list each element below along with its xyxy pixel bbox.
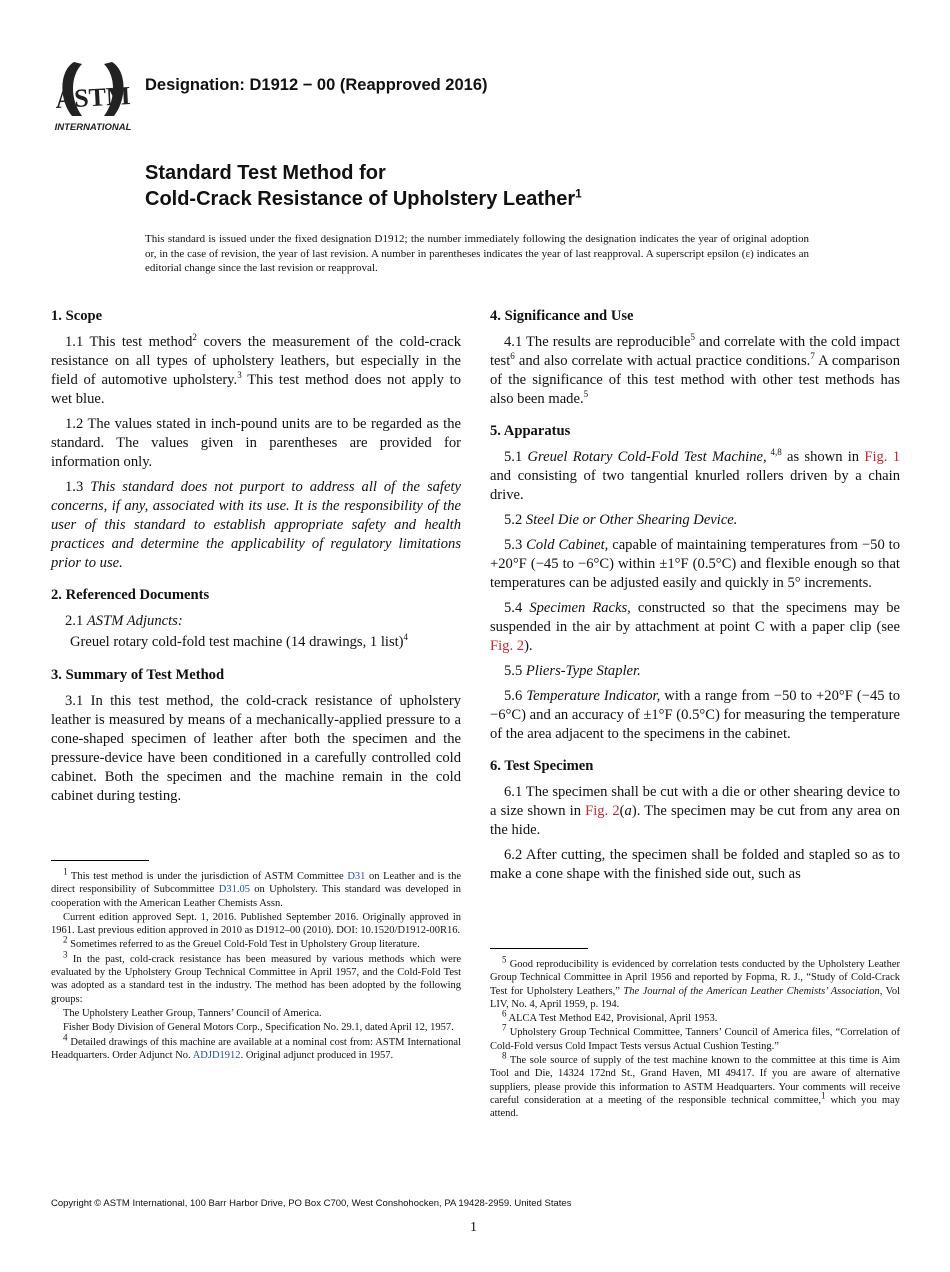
footnote-1-edition: Current edition approved Sept. 1, 2016. Published September 2016. Originally approved in 1961. Last previous edition approved in 2010 as D1912–00 (2010). DOI: 10.1520/D1912-00R16. xyxy=(51,911,461,937)
section-heading: 1. Scope xyxy=(51,308,103,324)
footnote-6: $^6$ ALCA Test Method E42, Provisional, April 1953. xyxy=(502,1008,718,1025)
title-footnote-ref[interactable]: 1 xyxy=(575,186,582,201)
left-column xyxy=(51,307,461,819)
section-heading: 5. Apparatus xyxy=(490,423,571,439)
paragraph-5-1: 5.1 Greuel Rotary Cold-Fold Test Machine, $^{4,8}$ as shown in Fig. 1 and consisting of two tangential knurled rollers driven by a chain drive. xyxy=(490,447,900,503)
footnote-3-group-2: Fisher Body Division of General Motors Corp., Specification No. 29.1, dated April 12, 1957. xyxy=(63,1022,454,1034)
section-referenced-documents xyxy=(51,586,461,652)
paragraph-5-5: 5.5 Pliers-Type Stapler. xyxy=(504,663,641,679)
paragraph-4-1: 4.1 The results are reproducible$^5$ and correlate with the cold impact test$^6$ and also correlate with actual practice conditions.$^7$ A comparison of the significance of this test method with other test methods has also been made.$^5$ xyxy=(490,332,900,407)
title-line-2: Cold-Crack Resistance of Upholstery Leather$^1$ xyxy=(145,186,582,210)
paragraph-2-1-item: Greuel rotary cold-fold test machine (14 drawings, 1 list)$^4$ xyxy=(70,632,409,650)
paragraph-5-6: 5.6 Temperature Indicator, with a range from −50 to +20°F (−45 to −6°C) and an accuracy of ±1°F (0.5°C) for measuring the temperature of the area adjacent to the specimens in the cabinet. xyxy=(490,688,900,742)
section-scope xyxy=(51,307,461,573)
footnote-ref[interactable]: 5 xyxy=(583,389,589,400)
paragraph-5-4: 5.4 Specimen Racks, constructed so that the specimens may be suspended in the air by attachment at point C with a paper clip (see Fig. 2). xyxy=(490,600,901,654)
section-heading: 2. Referenced Documents xyxy=(51,587,210,603)
footnote-ref[interactable]: 4,8 xyxy=(766,447,782,458)
footnote-ref[interactable]: 6 xyxy=(510,351,515,362)
section-significance xyxy=(490,307,900,409)
d31-link[interactable]: D31 xyxy=(347,871,366,882)
paragraph-5-2: 5.2 Steel Die or Other Shearing Device. xyxy=(504,512,738,528)
document-title xyxy=(145,160,582,212)
paragraph-2-1: 2.1 ASTM Adjuncts: xyxy=(65,613,183,629)
designation: Designation: D1912 − 00 (Reapproved 2016) xyxy=(145,76,488,94)
footnote-3-group-1: The Upholstery Leather Group, Tanners’ Council of America. xyxy=(63,1007,322,1019)
section-heading: 3. Summary of Test Method xyxy=(51,667,225,683)
section-apparatus xyxy=(490,422,900,744)
footnote-7: $^7$ Upholstery Group Technical Committee, Tanners’ Council of America files, “Correlation of Cold-Fold versus Cold Impact Tests versus Actual Cushion Testing.” xyxy=(490,1022,900,1052)
title-line-1: Standard Test Method for xyxy=(145,162,386,184)
footnote-ref[interactable]: 7 xyxy=(810,351,815,362)
paragraph-6-2: 6.2 After cutting, the specimen shall be folded and stapled so as to make a cone shape with the finished side out, such as xyxy=(490,847,900,882)
astm-logo-icon xyxy=(52,58,134,134)
footnote-1: $^1$ This test method is under the jurisdiction of ASTM Committee D31 on Leather and is the direct responsibility of Subcommittee D31.05 on Upholstery. This standard was developed in cooperation with the American Leather Chemists Assn. xyxy=(51,866,461,909)
paragraph-6-1: 6.1 The specimen shall be cut with a die or other shearing device to a size shown in Fig. 2(a). The specimen may be cut from any area on the hide. xyxy=(490,784,901,838)
footnote-2: $^2$ Sometimes referred to as the Greuel Cold-Fold Test in Upholstery Group literature. xyxy=(63,934,420,951)
footnote-8: $^8$ The sole source of supply of the test machine known to the committee at this time is Aim Tool and Die, 14324 172nd St., Grand Haven, MI 49417. If you are aware of alternative suppliers, please provide this information to ASTM Headquarters. Your comments will receive careful consideration at a meeting of the responsible technical committee,$^1$ which you may attend. xyxy=(490,1050,900,1120)
paragraph-1-2: 1.2 The values stated in inch-pound units are to be regarded as the standard. The values given in parentheses are provided for information only. xyxy=(51,416,461,470)
section-summary xyxy=(51,666,461,806)
paragraph-3-1: 3.1 In this test method, the cold-crack resistance of upholstery leather is measured by means of a mechanically-applied pressure to a cone-shaped specimen of leather after both the specimen and the pressure-device have been conditioned in a carefully controlled cold cabinet. Both the specimen and the machine remain in the cold cabinet during testing. xyxy=(51,693,461,804)
preamble: This standard is issued under the fixed designation D1912; the number immediately following the designation indicates the year of original adoption or, in the case of revision, the year of last revision. A number in parentheses indicates the year of last reapproval. A superscript epsilon (ε) indicates an editorial change since the last revision or reapproval. xyxy=(145,233,809,274)
fig-2-link[interactable]: Fig. 2 xyxy=(490,638,525,654)
footnote-rule xyxy=(490,948,588,949)
footnote-4: $^4$ Detailed drawings of this machine are available at a nominal cost from: ASTM International Headquarters. Order Adjunct No. ADJD1912. Original adjunct produced in 1957. xyxy=(51,1032,461,1061)
paragraph-1-3: 1.3 This standard does not purport to address all of the safety concerns, if any, associated with its use. It is the responsibility of the user of this standard to establish appropriate safety and health practices and determine the applicability of regulatory limitations prior to use. xyxy=(51,479,461,571)
footnote-3: $^3$ In the past, cold-crack resistance has been measured by various methods which were evaluated by the Upholstery Group Technical Committee in April 1957, and the Cold-Fold Test was adopted as a standard test in the industry. The method has been adopted by the following groups: xyxy=(51,949,461,1005)
section-heading: 6. Test Specimen xyxy=(490,758,594,774)
footnotes-left xyxy=(51,866,461,1063)
d31-05-link[interactable]: D31.05 xyxy=(218,884,250,896)
copyright: Copyright © ASTM International, 100 Barr Harbor Drive, PO Box C700, West Conshohocken, PA 19428-2959. United States xyxy=(51,1198,572,1209)
paragraph-1-1: 1.1 This test method$^2$ covers the measurement of the cold-crack resistance on all types of upholstery leathers, but especially in the field of automotive upholstery.$^3$ This test method does not apply to wet blue. xyxy=(51,332,461,407)
section-test-specimen xyxy=(490,757,900,884)
footnote-ref[interactable]: 3 xyxy=(237,370,242,381)
logo-subtext: INTERNATIONAL xyxy=(54,122,132,133)
adjd1912-link[interactable]: ADJD1912 xyxy=(192,1049,241,1061)
footnote-ref[interactable]: 2 xyxy=(192,332,197,343)
section-heading: 4. Significance and Use xyxy=(490,308,634,324)
logo-lettering: ASTM xyxy=(54,81,132,114)
page-number: 1 xyxy=(470,1220,477,1235)
footnote-ref[interactable]: 5 xyxy=(690,332,695,343)
footnote-ref[interactable]: 4 xyxy=(403,632,409,643)
footnote-rule xyxy=(51,860,149,861)
right-column xyxy=(490,307,900,897)
fig-1-link[interactable]: Fig. 1 xyxy=(864,449,900,465)
footnote-5: $^5$ Good reproducibility is evidenced by correlation tests conducted by the Upholstery Leather Group Technical Committee in April 1956 and reported by Fopma, R. J., “Study of Cold-Crack Test for Upholstery Leathers,” The Journal of the American Leather Chemists’ Association, Vol LIV, No. 4, April 1959, p. 194. xyxy=(490,954,900,1010)
fig-2-link[interactable]: Fig. 2 xyxy=(585,803,620,819)
footnotes-right xyxy=(490,954,900,1122)
paragraph-5-3: 5.3 Cold Cabinet, capable of maintaining temperatures from −50 to +20°F (−45 to −6°C) within ±1°F (0.5°C) and flexible enough so that temperatures can be adjusted easily and quickly in 5° increments. xyxy=(490,537,901,591)
